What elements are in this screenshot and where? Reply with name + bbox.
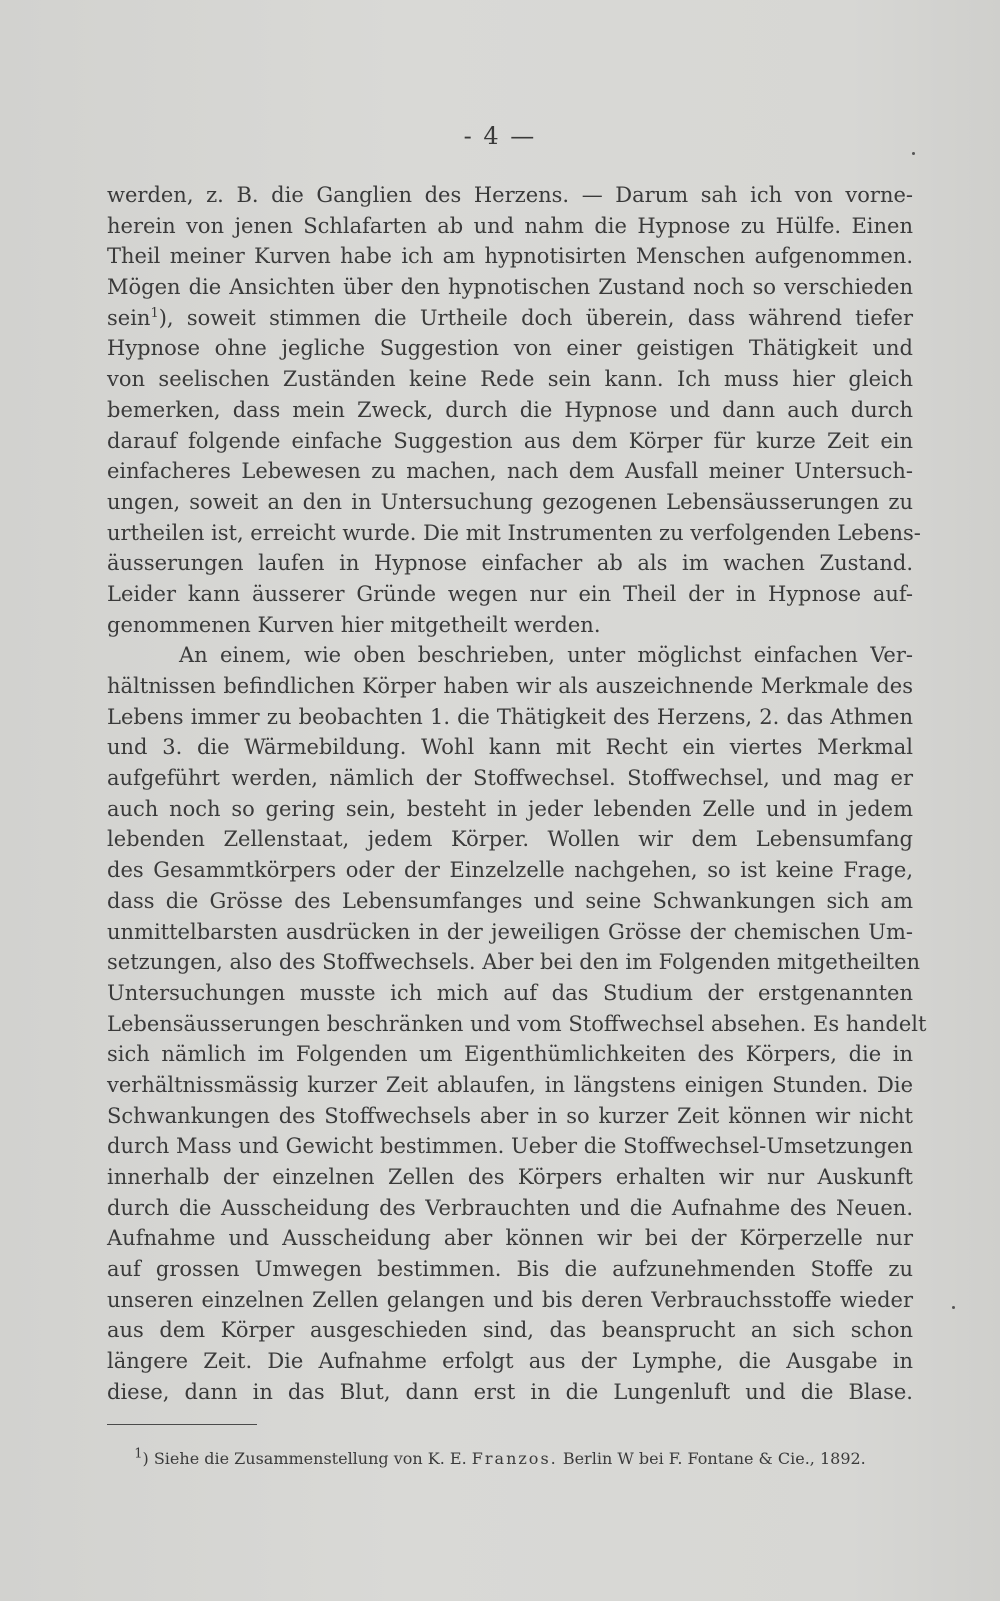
text-line: längere Zeit. Die Aufnahme erfolgt aus der Lymphe, die Ausgabe in (107, 1349, 913, 1374)
text-line: ungen, soweit an den in Untersuchung gezogenen Lebensäusserungen zu (107, 489, 913, 514)
text-line: lebenden Zellenstaat, jedem Körper. Wollen wir dem Lebensumfang (107, 827, 913, 852)
text-line: Mögen die Ansichten über den hypnotischen Zustand noch so verschieden (107, 275, 913, 300)
text-line: unseren einzelnen Zellen gelangen und bis deren Verbrauchsstoffe wieder (107, 1287, 913, 1312)
text-line: Schwankungen des Stoffwechsels aber in so kurzer Zeit können wir nicht (107, 1103, 913, 1128)
footnote-marker: 1 (134, 1446, 143, 1462)
footnote (0, 1446, 1000, 1468)
paper-speck (952, 1306, 955, 1309)
text-line: von seelischen Zuständen keine Rede sein kann. Ich muss hier gleich (107, 367, 913, 392)
line-paren: ), (158, 305, 174, 330)
text-line: Aufnahme und Ausscheidung aber können wir bei der Körperzelle nur (107, 1226, 913, 1251)
text-line: diese, dann in das Blut, dann erst in die Lungenluft und die Blase. (107, 1379, 913, 1404)
text-line: Leider kann äusserer Gründe wegen nur ein Theil der in Hypnose auf- (107, 581, 913, 606)
text-line: auch noch so gering sein, besteht in jeder lebenden Zelle und in jedem (107, 796, 913, 821)
text-line: durch Mass und Gewicht bestimmen. Ueber die Stoffwechsel-Umsetzungen (107, 1134, 913, 1159)
text-line: sich nämlich im Folgenden um Eigenthümlichkeiten des Körpers, die in (107, 1042, 913, 1067)
text-line: durch die Ausscheidung des Verbrauchten und die Aufnahme des Neuen. (107, 1195, 913, 1220)
footnote-text-a: ) Siehe die Zusammenstellung von K. E. (142, 1449, 467, 1468)
text-line: innerhalb der einzelnen Zellen des Körpers erhalten wir nur Auskunft (107, 1165, 913, 1189)
text-line-with-footnote-ref (107, 303, 913, 334)
text-line: herein von jenen Schlafarten ab und nahm die Hypnose zu Hülfe. Einen (107, 213, 913, 238)
text-line: Lebens immer zu beobachten 1. die Thätigkeit des Herzens, 2. das Athmen (107, 704, 913, 729)
line-prefix: sein (107, 305, 151, 330)
text-line: bemerken, dass mein Zweck, durch die Hypnose und dann auch durch (107, 397, 913, 422)
text-line: urtheilen ist, erreicht wurde. Die mit Instrumenten zu verfolgenden Lebens- (107, 520, 921, 545)
body-text (107, 180, 927, 1408)
footnote-divider (107, 1424, 257, 1425)
text-line: setzungen, also des Stoffwechsels. Aber bei den im Folgenden mitgetheilten (107, 950, 921, 975)
text-line: unmittelbarsten ausdrücken in der jeweiligen Grösse der chemischen Um- (107, 919, 913, 944)
text-line: werden, z. B. die Ganglien des Herzens. — Darum sah ich von vorne- (107, 183, 913, 207)
line-remainder: soweit stimmen die Urtheile doch überein, dass während tiefer (186, 305, 913, 330)
text-line: äusserungen laufen in Hypnose einfacher ab als im wachen Zustand. (107, 551, 913, 576)
text-line: aus dem Körper ausgeschieden sind, das beansprucht an sich schon (107, 1318, 913, 1343)
text-line: Lebensäusserungen beschränken und vom Stoffwechsel absehen. Es handelt (107, 1011, 927, 1036)
text-line: Theil meiner Kurven habe ich am hypnotisirten Menschen aufgenommen. (107, 244, 913, 269)
paper-speck (912, 152, 915, 155)
text-line: Untersuchungen musste ich mich auf das Studium der erstgenannten (107, 980, 913, 1005)
text-line: aufgeführt werden, nämlich der Stoffwechsel. Stoffwechsel, und mag er (107, 766, 913, 791)
footnote-author: Franzos. (471, 1449, 558, 1468)
text-line: des Gesammtkörpers oder der Einzelzelle nachgehen, so ist keine Frage, (107, 858, 913, 883)
text-line: auf grossen Umwegen bestimmen. Bis die aufzunehmenden Stoffe zu (107, 1257, 913, 1282)
text-line: Hypnose ohne jegliche Suggestion von einer geistigen Thätigkeit und (107, 336, 913, 361)
text-line: darauf folgende einfache Suggestion aus dem Körper für kurze Zeit ein (107, 428, 913, 453)
text-line: hältnissen befindlichen Körper haben wir als auszeichnende Merkmale des (107, 674, 913, 698)
text-line: dass die Grösse des Lebensumfanges und seine Schwankungen sich am (107, 888, 913, 913)
text-line: An einem, wie oben beschrieben, unter möglichst einfachen Ver- (179, 643, 913, 668)
text-line: und 3. die Wärmebildung. Wohl kann mit Recht ein viertes Merkmal (107, 735, 913, 760)
footnote-text-b: Berlin W bei F. Fontane & Cie., 1892. (562, 1449, 866, 1468)
text-line: einfacheres Lebewesen zu machen, nach dem Ausfall meiner Untersuch- (107, 459, 913, 484)
text-line: genommenen Kurven hier mitgetheilt werden. (107, 612, 601, 637)
text-line: verhältnissmässig kurzer Zeit ablaufen, in längstens einigen Stunden. Die (107, 1072, 913, 1097)
page-number: - 4 — (463, 122, 537, 150)
footnote-ref: 1 (150, 305, 159, 321)
